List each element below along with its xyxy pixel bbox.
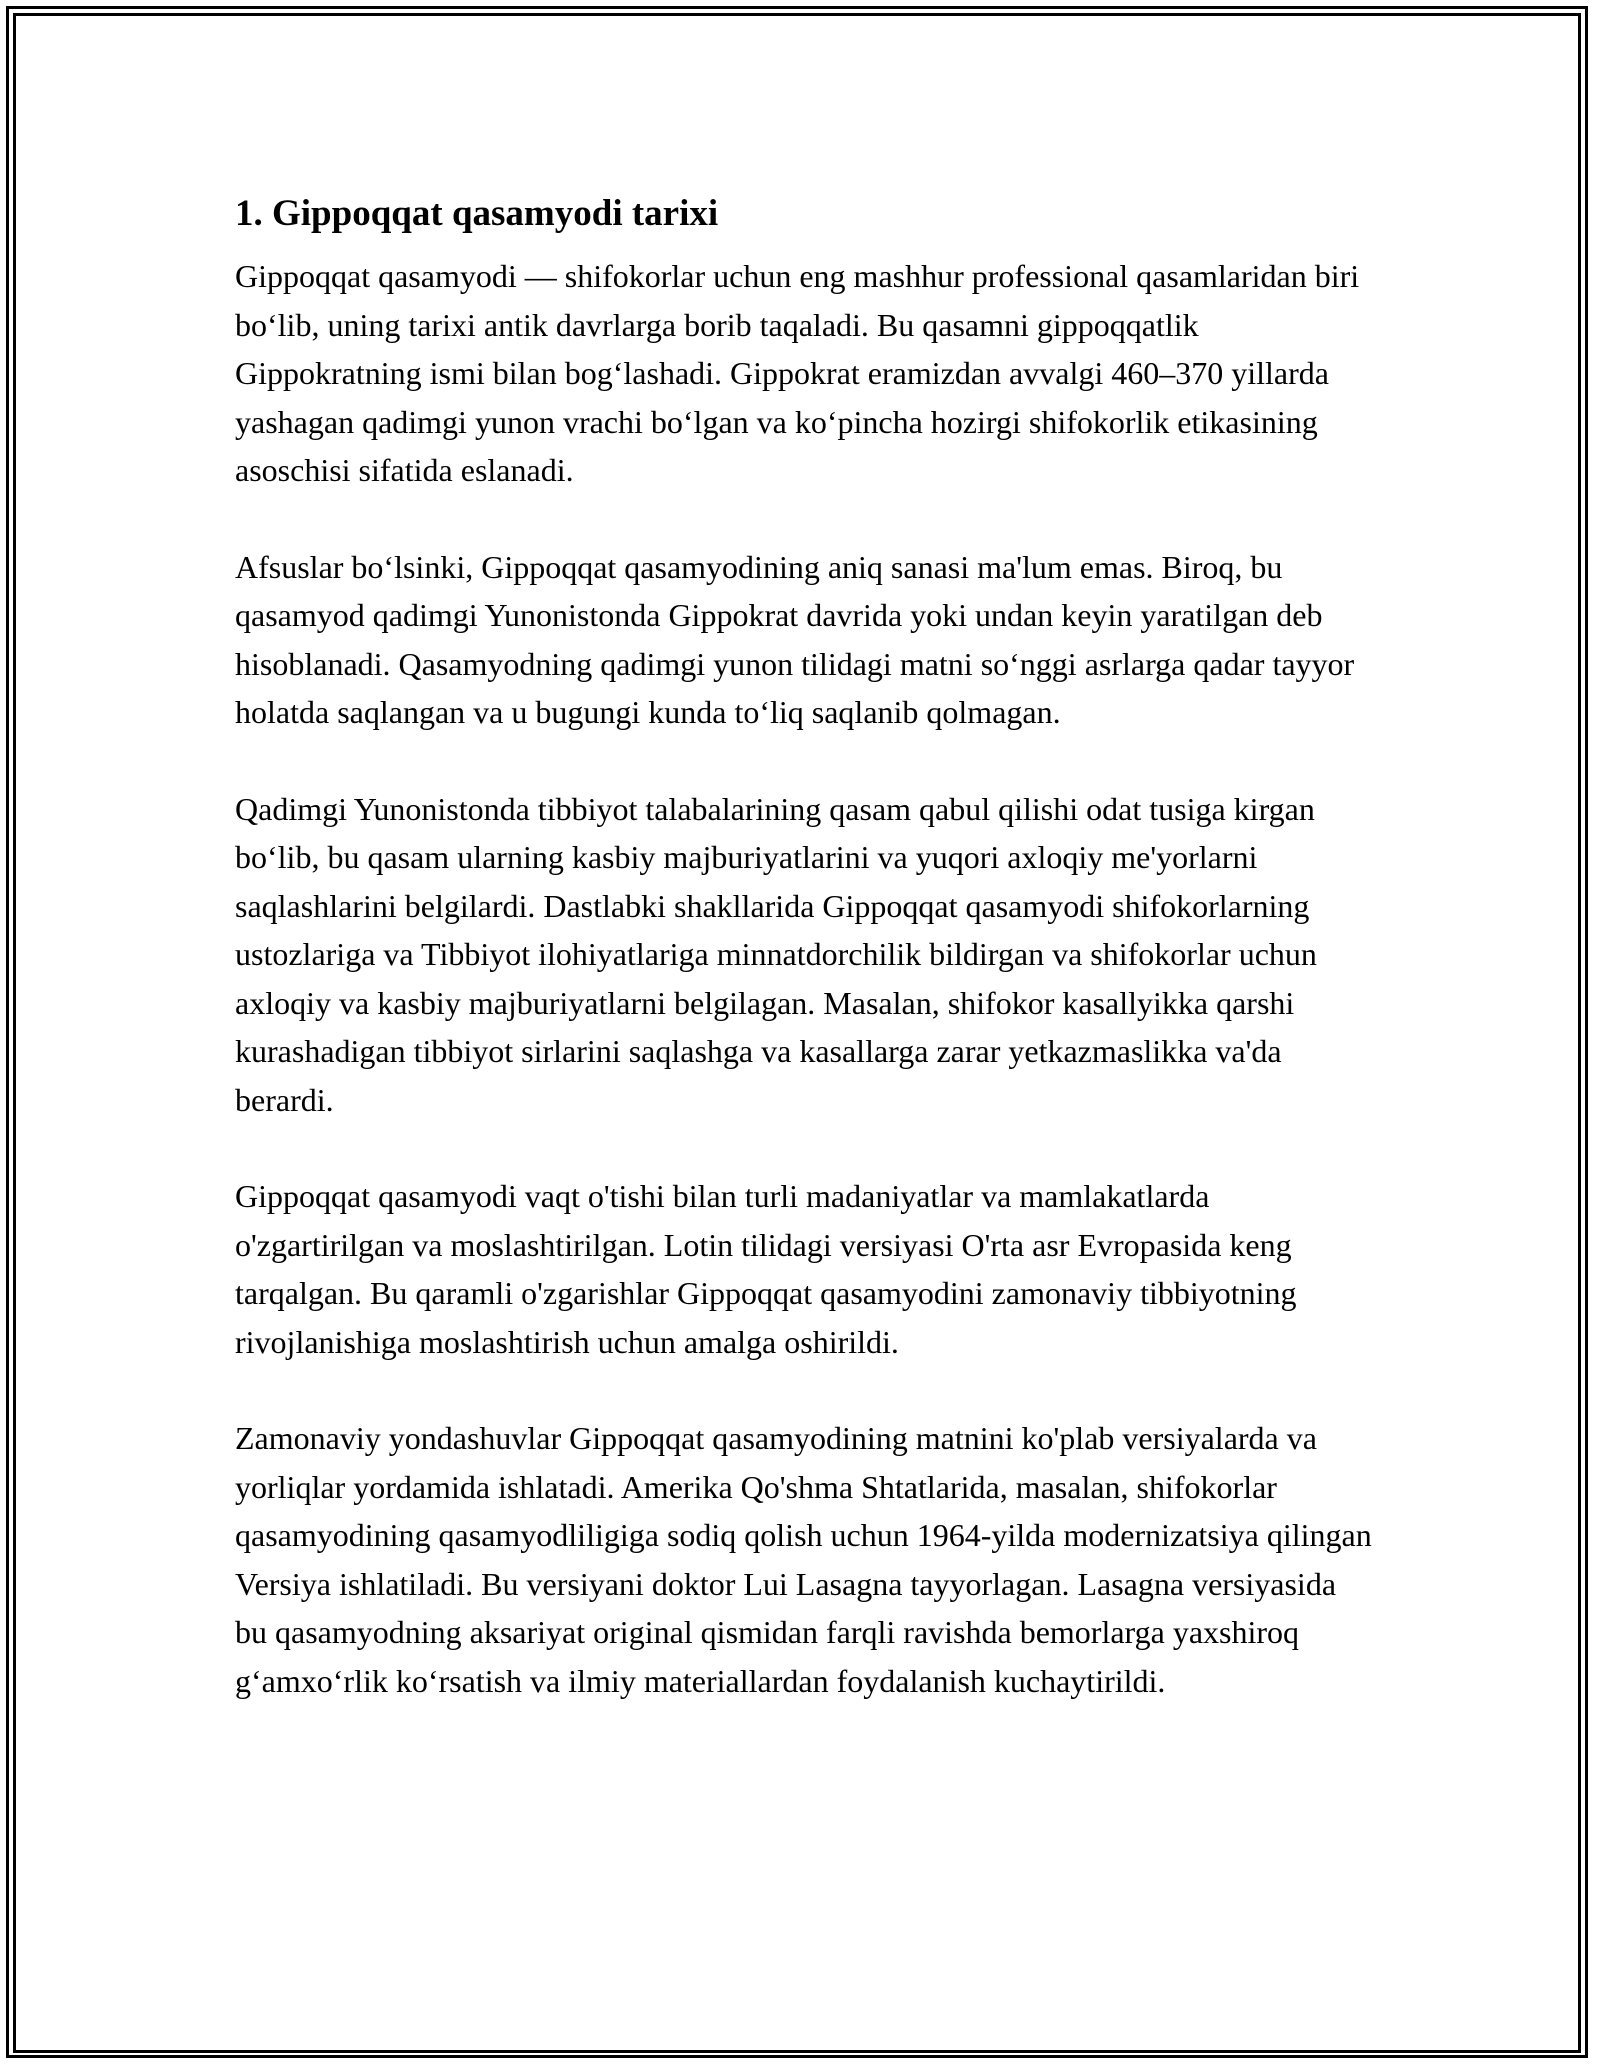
- document-body: [235, 186, 1375, 1753]
- paragraph-1: Gippoqqat qasamyodi — shifokorlar uchun eng mashhur professional qasamlaridan biri bo‘lib, uning tarixi antik davrlarga borib taqaladi. Bu qasamni gippoqqatlik Gippokratning ismi bilan bog‘lashadi. Gippokrat eramizdan avvalgi 460–370 yillarda yashagan qadimgi yunon vrachi bo‘lgan va ko‘pincha hozirgi shifokorlik etikasining asoschisi sifatida eslanadi.: [235, 258, 1360, 488]
- paragraph-2: Afsuslar bo‘lsinki, Gippoqqat qasamyodining aniq sanasi ma'lum emas. Biroq, bu qasamyod qadimgi Yunonistonda Gippokrat davrida yoki undan keyin yaratilgan deb hisoblanadi. Qasamyodning qadimgi yunon tilidagi matni so‘nggi asrlarga qadar tayyor holatda saqlangan va u bugungi kunda to‘liq saqlanib qolmagan.: [235, 548, 1355, 730]
- paragraph-4: Gippoqqat qasamyodi vaqt o'tishi bilan turli madaniyatlar va mamlakatlarda o'zgartirilgan va moslashtirilgan. Lotin tilidagi versiyasi O'rta asr Evropasida keng tarqalgan. Bu qaramli o'zgarishlar Gippoqqat qasamyodini zamonaviy tibbiyotning rivojlanishiga moslashtirish uchun amalga oshirildi.: [235, 1178, 1297, 1360]
- paragraph-5: Zamonaviy yondashuvlar Gippoqqat qasamyodining matnini ko'plab versiyalarda va yorliqlar yordamida ishlatadi. Amerika Qo'shma Shtatlarida, masalan, shifokorlar qasamyodining qasamyodliligiga sodiq qolish uchun 1964-yilda modernizatsiya qilingan Versiya ishlatiladi. Bu versiyani doktor Lui Lasagna tayyorlagan. Lasagna versiyasida bu qasamyodning aksariyat original qismidan farqli ravishda bemorlarga yaxshiroq g‘amxo‘rlik ko‘rsatish va ilmiy materiallardan foydalanish kuchaytirildi.: [235, 1420, 1372, 1699]
- paragraph-3: Qadimgi Yunonistonda tibbiyot talabalarining qasam qabul qilishi odat tusiga kirgan bo‘lib, bu qasam ularning kasbiy majburiyatlarini va yuqori axloqiy me'yorlarni saqlashlarini belgilardi. Dastlabki shakllarida Gippoqqat qasamyodi shifokorlarning ustozlariga va Tibbiyot ilohiyatlariga minnatdorchilik bildirgan va shifokorlar uchun axloqiy va kasbiy majburiyatlarni belgilagan. Masalan, shifokor kasallyikka qarshi kurashadigan tibbiyot sirlarini saqlashga va kasallarga zarar yetkazmaslikka va'da berardi.: [235, 790, 1317, 1118]
- document-title: 1. Gippoqqat qasamyodi tarixi: [235, 193, 719, 234]
